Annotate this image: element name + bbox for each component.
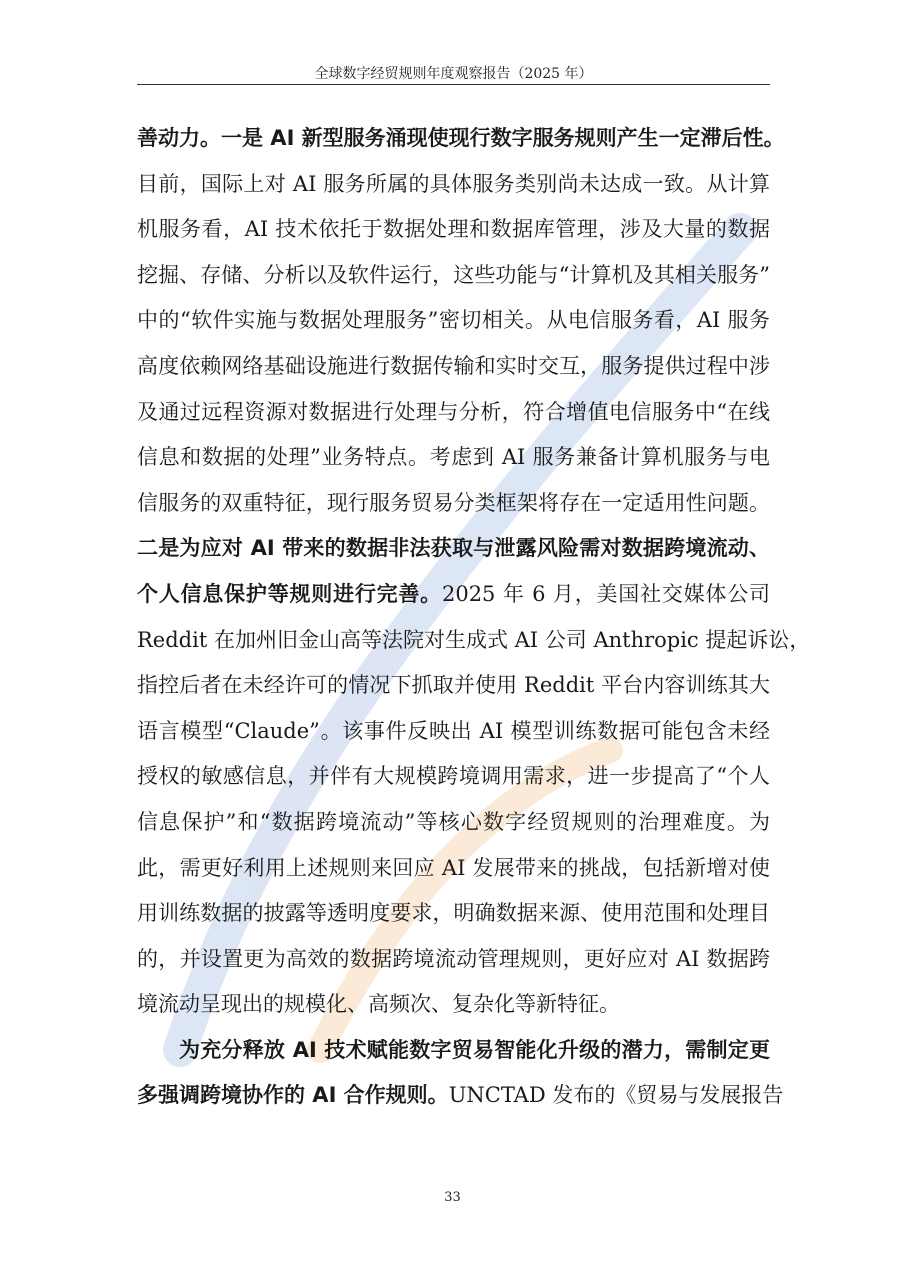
text-line <box>137 162 770 208</box>
text-line <box>137 253 770 299</box>
text-line <box>137 526 770 572</box>
text-line <box>137 663 770 709</box>
text-line <box>137 435 770 481</box>
text-segment: 信息和数据的处理”业务特点。考虑到 AI 服务兼备计算机服务与电 <box>137 445 770 470</box>
text-line <box>137 846 770 892</box>
page-number: 33 <box>444 1190 461 1205</box>
body-text <box>137 116 811 1119</box>
text-segment: 用训练数据的披露等透明度要求，明确数据来源、使用范围和处理目 <box>137 901 770 926</box>
text-line <box>137 754 770 800</box>
text-segment: 2025 年 6 月，美国社交媒体公司 <box>441 581 770 606</box>
text-line <box>137 572 770 618</box>
text-line <box>137 937 770 983</box>
text-line <box>137 618 811 664</box>
text-segment: 语言模型“Claude”。该事件反映出 AI 模型训练数据可能包含未经 <box>137 718 770 743</box>
running-header: 全球数字经贸规则年度观察报告（2025 年） <box>314 66 593 82</box>
text-segment: 及通过远程资源对数据进行处理与分析，符合增值电信服务中“在线 <box>137 399 770 424</box>
text-segment: 高度依赖网络基础设施进行数据传输和实时交互，服务提供过程中涉 <box>137 353 770 378</box>
text-line <box>137 116 785 162</box>
text-segment: 中的“软件实施与数据处理服务”密切相关。从电信服务看，AI 服务 <box>137 308 770 333</box>
text-segment: 目前，国际上对 AI 服务所属的具体服务类别尚未达成一致。从计算 <box>137 171 770 196</box>
text-line <box>137 207 770 253</box>
text-line <box>137 344 770 390</box>
text-segment: 信服务的双重特征，现行服务贸易分类框架将存在一定适用性问题。 <box>137 490 770 515</box>
text-line <box>137 298 770 344</box>
text-line <box>137 891 770 937</box>
text-line <box>137 709 770 755</box>
text-segment: UNCTAD 发布的《贸易与发展报告 <box>448 1083 784 1108</box>
bold-text-segment: 多强调跨境协作的 AI 合作规则。 <box>137 1083 449 1108</box>
bold-text-segment: 善动力。一是 AI 新型服务涌现使现行数字服务规则产生一定滞后性。 <box>137 126 785 150</box>
text-segment: 挖掘、存储、分析以及软件运行，这些功能与“计算机及其相关服务” <box>137 262 770 287</box>
text-line <box>137 800 770 846</box>
text-segment: 的，并设置更为高效的数据跨境流动管理规则，更好应对 AI 数据跨 <box>137 946 770 971</box>
text-segment: 境流动呈现出的规模化、高频次、复杂化等新特征。 <box>137 992 620 1017</box>
text-line <box>137 390 770 436</box>
bold-text-segment: 为充分释放 AI 技术赋能数字贸易智能化升级的潜力，需制定更 <box>179 1037 770 1062</box>
text-line <box>137 1073 784 1119</box>
text-segment: 此，需更好利用上述规则来回应 AI 发展带来的挑战，包括新增对使 <box>137 855 770 880</box>
text-segment: 授权的敏感信息，并伴有大规模跨境调用需求，进一步提高了“个人 <box>137 764 770 789</box>
text-line <box>137 1028 770 1074</box>
text-segment: 机服务看，AI 技术依托于数据处理和数据库管理，涉及大量的数据 <box>137 217 770 242</box>
text-line <box>137 481 770 527</box>
bold-text-segment: 二是为应对 AI 带来的数据非法获取与泄露风险需对数据跨境流动、 <box>137 536 770 561</box>
text-segment: 指控后者在未经许可的情况下抓取并使用 Reddit 平台内容训练其大 <box>137 673 770 698</box>
text-segment: Reddit 在加州旧金山高等法院对生成式 AI 公司 Anthropic 提起诉讼， <box>137 627 811 652</box>
header-rule <box>137 84 770 85</box>
text-line <box>137 982 770 1028</box>
bold-text-segment: 个人信息保护等规则进行完善。 <box>137 581 442 606</box>
text-segment: 信息保护”和“数据跨境流动”等核心数字经贸规则的治理难度。为 <box>137 809 770 834</box>
